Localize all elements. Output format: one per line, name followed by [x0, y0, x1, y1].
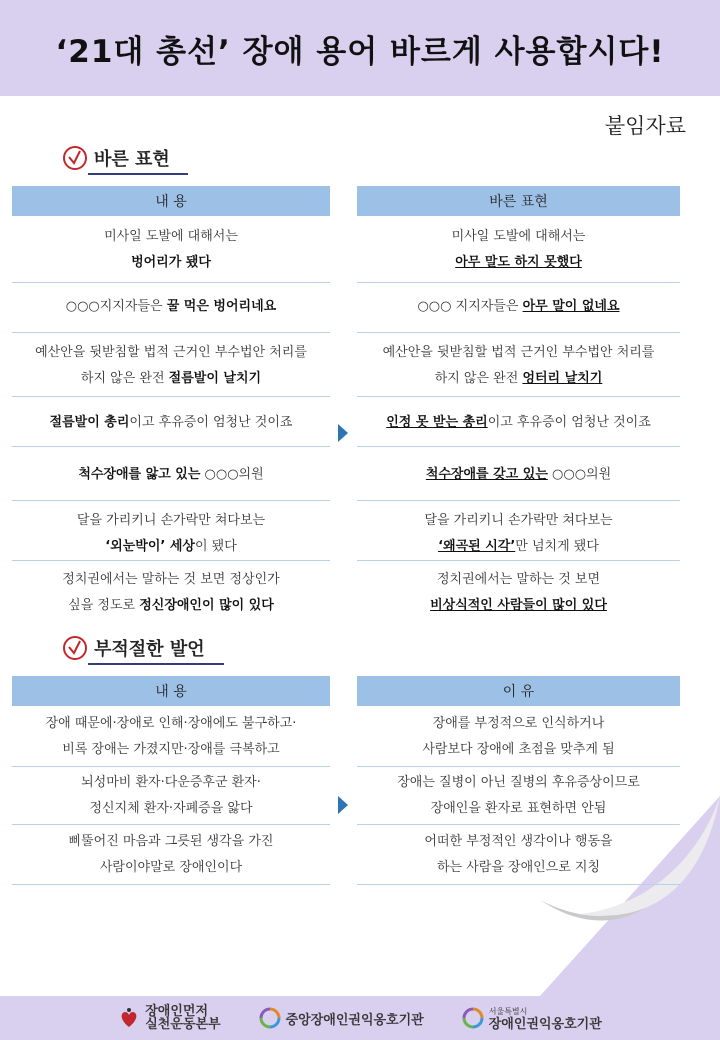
remark-row-3-content: [12, 829, 330, 881]
row-4-content: [12, 410, 330, 436]
remark-row-1-line2: 비록 장애는 가졌지만·장애를 극복하고: [62, 742, 280, 757]
row-3-correct-bold: 엉터리 날치기: [522, 371, 603, 386]
section-inappropriate-title: 부적절한 발언: [94, 639, 205, 660]
row-2-content: [12, 294, 330, 320]
row-4-content-bold: 절름발이 총리: [49, 415, 130, 430]
row-divider: [357, 396, 680, 397]
row-divider: [357, 332, 680, 333]
row-1-correct-line2: 아무 말도 하지 못했다: [455, 255, 582, 270]
row-divider: [357, 500, 680, 501]
row-3-correct-line1: 예산안을 뒷받침할 법적 근거인 부수법안 처리를: [382, 345, 655, 360]
remark-row-1-content: [12, 711, 330, 763]
row-5-correct: [357, 462, 680, 488]
row-7-content-pre: 싶을 정도로: [68, 598, 140, 613]
row-3-content: [12, 340, 330, 392]
col-header-correct: 바른 표현: [357, 186, 680, 216]
logo-seoul-agency-small: 서울특별시: [488, 1007, 528, 1016]
row-3-content-line1: 예산안을 뒷받침할 법적 근거인 부수법안 처리를: [35, 345, 307, 360]
row-6-content-line1: 달을 가리키니 손가락만 쳐다보는: [76, 513, 266, 528]
row-3-correct: [357, 340, 680, 392]
row-5-content-post: ○○○의원: [200, 467, 264, 482]
col-header-content: 내 용: [12, 186, 330, 216]
row-divider: [12, 446, 330, 447]
row-7-content-line1: 정치권에서는 말하는 것 보면 정상인가: [62, 572, 280, 587]
row-divider: [357, 560, 680, 561]
row-6-correct: [357, 508, 680, 560]
row-2-correct-pre: ○○○ 지지자들은: [417, 299, 523, 314]
row-divider: [357, 766, 680, 767]
row-divider: [357, 884, 680, 885]
remark-row-2-reason-line2: 장애인을 환자로 표현하면 안됨: [430, 801, 607, 816]
logo-central-agency-text: 중앙장애인권익옹호기관: [285, 1012, 424, 1028]
row-divider: [12, 332, 330, 333]
section-inappropriate-heading: [62, 635, 205, 661]
row-3-content-pre: 하지 않은 완전: [80, 371, 169, 386]
remark-row-1-reason-line2: 사람보다 장애에 초점을 맞추게 됨: [422, 742, 615, 757]
logo-disabled-first-line1: 장애인먼저: [145, 1004, 209, 1019]
row-2-correct: [357, 294, 680, 320]
row-divider: [12, 824, 330, 825]
attachment-label: 붙임자료: [604, 114, 686, 138]
row-4-content-post: 이고 후유증이 엄청난 것이죠: [129, 415, 293, 430]
circle-people-icon: [462, 1007, 484, 1029]
row-divider: [357, 824, 680, 825]
section-correct-title: 바른 표현: [94, 149, 170, 170]
row-6-content-bold: ‘외눈박이’ 세상: [105, 539, 195, 554]
row-1-correct-line1: 미사일 도발에 대해서는: [451, 229, 586, 244]
remark-row-3-reason-line2: 하는 사람을 장애인으로 지칭: [436, 860, 601, 875]
row-6-correct-bold: ‘왜곡된 시각’: [438, 539, 516, 554]
vote-check-icon: [62, 145, 88, 171]
heart-person-icon: [118, 1007, 140, 1029]
row-5-correct-bold: 척수장애를 갖고 있는: [425, 467, 548, 482]
vote-check-icon: [62, 635, 88, 661]
row-4-correct: [357, 410, 680, 436]
row-divider: [357, 446, 680, 447]
arrow-right-icon: [338, 796, 348, 814]
row-divider: [12, 884, 330, 885]
row-5-content: [12, 462, 330, 488]
row-divider: [12, 500, 330, 501]
remark-row-3-line2: 사람이야말로 장애인이다: [99, 860, 243, 875]
row-7-content-bold: 정신장애인이 많이 있다: [139, 598, 274, 613]
page-title: ‘21대 총선’ 장애 용어 바르게 사용합시다!: [55, 33, 665, 70]
row-6-content: [12, 508, 330, 560]
row-1-content-line2: 벙어리가 됐다: [131, 255, 211, 270]
row-7-correct: [357, 567, 680, 619]
row-divider: [357, 282, 680, 283]
logo-central-agency: [259, 1007, 424, 1029]
logo-seoul-agency-text: 장애인권익옹호기관: [488, 1017, 602, 1032]
section-correct-underline: [88, 173, 188, 175]
remark-row-3-reason: [357, 829, 680, 881]
remark-row-1-line1: 장애 때문에·장애로 인해·장애에도 불구하고·: [45, 716, 297, 731]
row-divider: [12, 560, 330, 561]
row-5-correct-post: ○○○의원: [547, 467, 612, 482]
section-inappropriate-underline: [88, 663, 224, 665]
row-3-content-bold: 절름발이 날치기: [168, 371, 262, 386]
logo-disabled-first-line2: 실천운동본부: [145, 1017, 221, 1032]
page-curl: [540, 796, 720, 996]
footer-logos: [0, 996, 720, 1040]
remark-row-3-line1: 삐뚤어진 마음과 그릇된 생각을 가진: [68, 834, 274, 849]
circle-people-icon: [259, 1007, 281, 1029]
remark-row-3-reason-line1: 어떠한 부정적인 생각이나 행동을: [424, 834, 613, 849]
col-header-content: 내 용: [12, 676, 330, 706]
remark-row-1-reason: [357, 711, 680, 763]
logo-disabled-first: [118, 1005, 220, 1031]
row-1-content: [12, 224, 330, 276]
logo-seoul-agency: [462, 1005, 602, 1031]
row-1-correct: [357, 224, 680, 276]
section-correct-heading: [62, 145, 170, 171]
row-1-content-line1: 미사일 도발에 대해서는: [104, 229, 238, 244]
remark-row-2-reason-line1: 장애는 질병이 아닌 질병의 후유증상이므로: [397, 775, 640, 790]
row-divider: [12, 396, 330, 397]
arrow-right-icon: [338, 424, 348, 442]
row-2-content-pre: ○○○지지자들은: [65, 299, 167, 314]
col-header-reason: 이 유: [357, 676, 680, 706]
row-2-correct-bold: 아무 말이 없네요: [522, 299, 620, 314]
row-4-correct-post: 이고 후유증이 엄청난 것이죠: [487, 415, 651, 430]
row-6-content-post: 이 됐다: [194, 539, 237, 554]
row-6-correct-post: 만 넘치게 됐다: [515, 539, 599, 554]
row-5-content-bold: 척수장애를 앓고 있는: [78, 467, 201, 482]
remark-row-2-line1: 뇌성마비 환자·다운증후군 환자·: [81, 775, 261, 790]
row-7-correct-bold: 비상식적인 사람들이 많이 있다: [430, 598, 607, 613]
row-6-correct-line1: 달을 가리키니 손가락만 쳐다보는: [424, 513, 613, 528]
remark-row-2-line2: 정신지체 환자·자폐증을 앓다: [89, 801, 253, 816]
row-4-correct-bold: 인정 못 받는 총리: [386, 415, 488, 430]
row-3-correct-pre: 하지 않은 완전: [434, 371, 523, 386]
row-7-correct-line1: 정치권에서는 말하는 것 보면: [436, 572, 601, 587]
remark-row-1-reason-line1: 장애를 부정적으로 인식하거나: [432, 716, 605, 731]
row-2-content-bold: 꿀 먹은 벙어리네요: [166, 299, 277, 314]
row-divider: [12, 766, 330, 767]
row-divider: [12, 282, 330, 283]
row-7-content: [12, 567, 330, 619]
remark-row-2-reason: [357, 770, 680, 822]
remark-row-2-content: [12, 770, 330, 822]
